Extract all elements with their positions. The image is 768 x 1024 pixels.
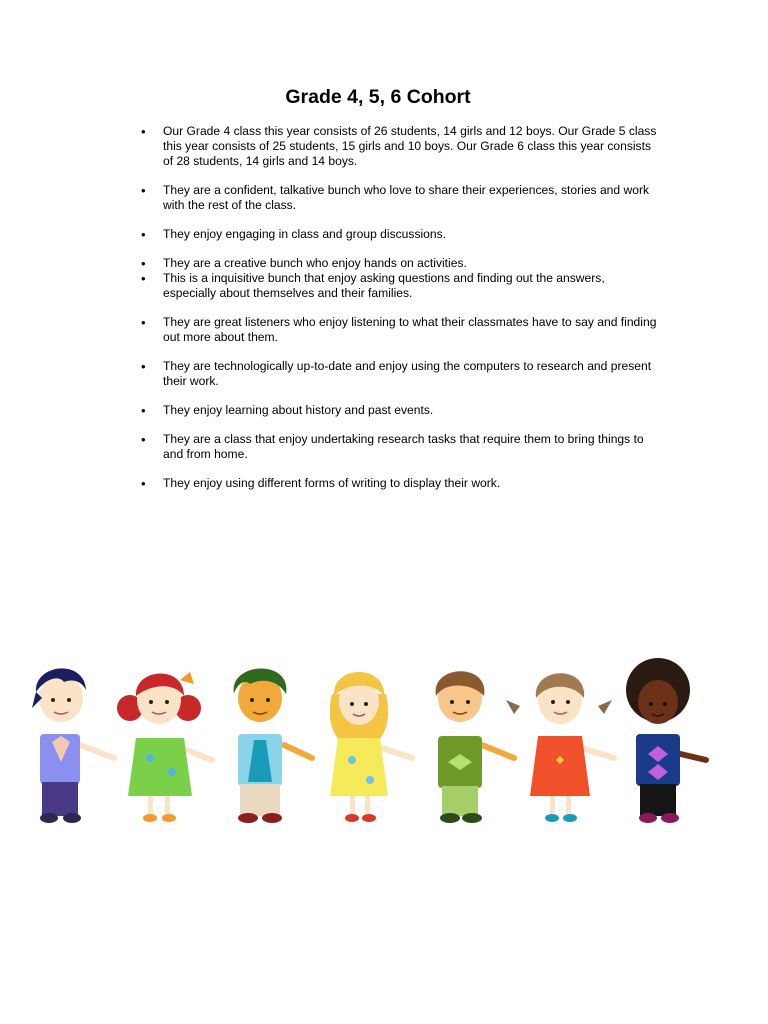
children-holding-hands-illustration	[22, 650, 722, 830]
child-4	[330, 672, 388, 822]
page-title: Grade 4, 5, 6 Cohort	[285, 86, 471, 108]
list-item: • They are a confident, talkative bunch who love to share their experiences, stories and work with the rest of the class.	[163, 183, 657, 213]
list-item: • This is a inquisitive bunch that enjoy asking questions and finding out the answers, especially about themselves and their families.	[163, 271, 657, 301]
list-item: • They are great listeners who enjoy listening to what their classmates have to say and finding out more about them.	[163, 315, 657, 345]
bullet-list	[163, 124, 657, 491]
child-5	[436, 671, 485, 823]
list-item: • They are a creative bunch who enjoy hands on activities.	[163, 256, 657, 271]
list-item: • They enjoy using different forms of writing to display their work.	[163, 476, 657, 491]
child-6	[506, 673, 612, 822]
list-item: • They enjoy learning about history and past events.	[163, 403, 657, 418]
list-item: • They are technologically up-to-date and enjoy using the computers to research and present their work.	[163, 359, 657, 389]
child-7	[626, 658, 690, 823]
list-item: • They enjoy engaging in class and group discussions.	[163, 227, 657, 242]
children-holding-hands-icon	[22, 650, 722, 830]
child-2	[117, 672, 201, 822]
child-3	[234, 668, 287, 823]
list-item: • They are a class that enjoy undertaking research tasks that require them to bring things to and from home.	[163, 432, 657, 462]
child-1	[32, 668, 86, 823]
list-item: • Our Grade 4 class this year consists of 26 students, 14 girls and 12 boys. Our Grade 5 class this year consists of 25 students, 15 girls and 10 boys. Our Grade 6 class this year consists of 28 students, 14 girls and 14 boys.	[163, 124, 657, 169]
